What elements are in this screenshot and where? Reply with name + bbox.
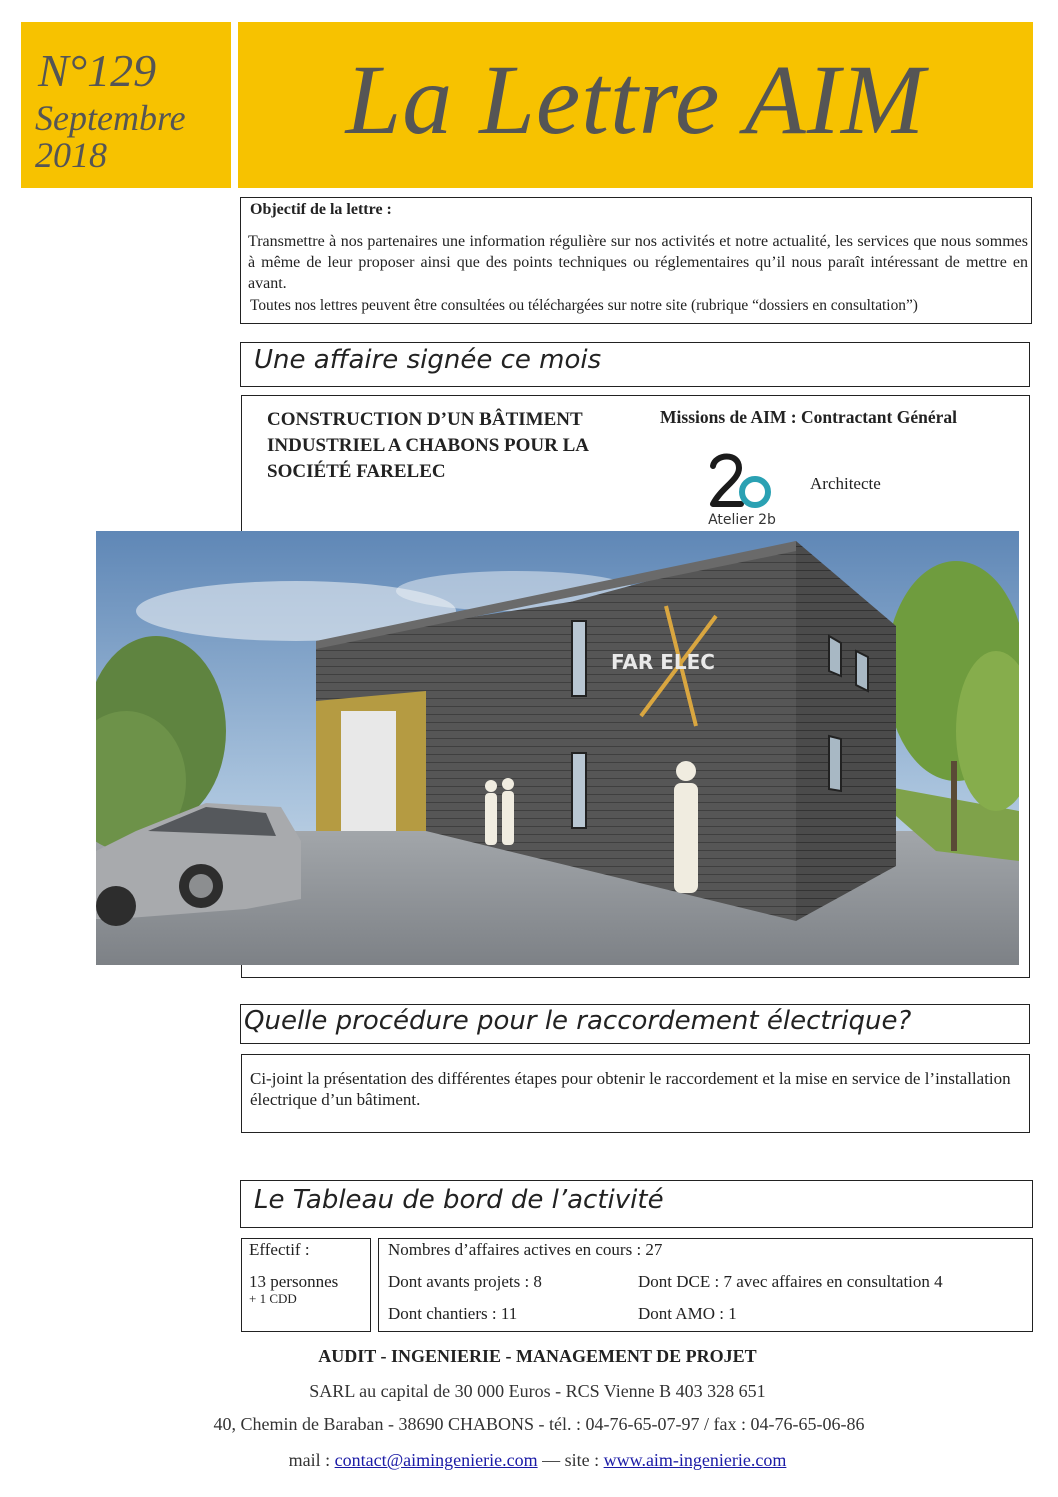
issue-number: N°129 [38,45,157,96]
raccordement-section-title: Quelle procédure pour le raccordement électrique? [244,1006,912,1036]
project-title: CONSTRUCTION D’UN BÂTIMENT INDUSTRIEL A CHABONS POUR LA SOCIÉTÉ FARELEC [267,409,588,482]
missions-text: Missions de AIM : Contractant Général [660,407,957,427]
stat-amo: Dont AMO : 1 [638,1304,737,1323]
issue-year: 2018 [35,135,107,175]
mail-link[interactable]: contact@aimingenierie.com [334,1450,538,1470]
site-link[interactable]: www.aim-ingenierie.com [603,1450,787,1470]
building-render-image [96,531,1019,965]
footer-company: SARL au capital de 30 000 Euros - RCS Vienne B 403 328 651 [309,1381,766,1401]
stat-dce: Dont DCE : 7 avec affaires en consultation 4 [638,1272,943,1291]
site-separator: — site : [537,1450,604,1470]
building-render [96,531,1019,965]
architect-role: Architecte [810,474,881,493]
stat-avant-projets: Dont avants projets : 8 [388,1272,542,1291]
stat-active-affairs: Nombres d’affaires actives en cours : 27 [388,1240,663,1259]
stat-chantiers: Dont chantiers : 11 [388,1304,518,1323]
effectif-count: 13 personnes [249,1272,339,1291]
objectif-paragraph: Transmettre à nos partenaires une information régulière sur nos activités et notre actualité, les services que nous sommes à même de leur proposer ainsi que des points techniques ou réglementaires qu’il nous paraît intéressant de mettre en avant. [248,233,1028,292]
footer-tagline: AUDIT - INGENIERIE - MANAGEMENT DE PROJET [318,1346,757,1366]
objectif-note: Toutes nos lettres peuvent être consultées ou téléchargées sur notre site (rubrique “dossiers en consultation”) [250,297,918,314]
footer-address: 40, Chemin de Baraban - 38690 CHABONS - tél. : 04-76-65-07-97 / fax : 04-76-65-06-86 [213,1414,865,1434]
tableau-section-title: Le Tableau de bord de l’activité [254,1185,664,1215]
objectif-heading: Objectif de la lettre : [250,201,392,218]
effectif-label: Effectif : [249,1240,310,1259]
atelier-2b-logo-icon [705,452,780,530]
issue-month: Septembre [35,98,186,138]
render-sign-text: FAR ELEC [611,650,715,674]
atelier-2b-logo-text: Atelier 2b [708,512,776,528]
atelier-2b-logo [705,452,780,530]
mail-label: mail : [288,1450,335,1470]
effectif-cdd: + 1 CDD [249,1291,297,1306]
newsletter-title: La Lettre AIM [345,44,926,155]
raccordement-text: Ci-joint la présentation des différentes étapes pour obtenir le raccordement et la mise en service de l’installation électrique d’un bâtiment. [250,1069,1011,1109]
affaire-section-title: Une affaire signée ce mois [254,345,602,375]
footer-contact [0,1450,1058,1471]
